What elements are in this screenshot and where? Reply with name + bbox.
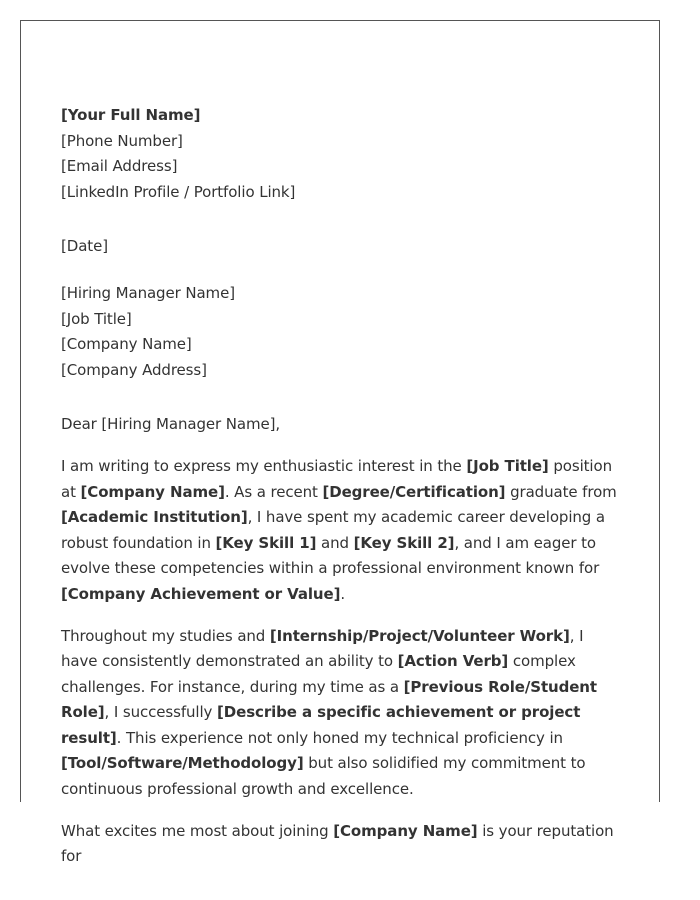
text-segment: . As a recent — [224, 482, 323, 501]
salutation: Dear [Hiring Manager Name], — [61, 415, 281, 434]
text-segment: graduate from — [505, 482, 617, 501]
placeholder-field: [Job Title] — [466, 456, 549, 475]
placeholder-field: [Key Skill 1] — [215, 533, 317, 552]
placeholder-field: [Key Skill 2] — [353, 533, 455, 552]
cover-letter-body — [61, 103, 621, 870]
text-segment: , I successfully — [104, 703, 218, 722]
sender-phone: [Phone Number] — [61, 131, 183, 150]
placeholder-field: [Previous Role/Student Role] — [61, 677, 597, 722]
recipient-manager: [Hiring Manager Name] — [61, 283, 235, 302]
text-segment: position at — [61, 456, 612, 501]
paragraph-2 — [61, 624, 621, 803]
placeholder-field: [Academic Institution] — [61, 508, 248, 527]
placeholder-field: [Company Name] — [80, 482, 225, 501]
text-segment: but also solidified my commitment to continuous professional growth and excellence. — [61, 754, 586, 799]
sender-name: [Your Full Name] — [61, 106, 201, 124]
sender-link: [LinkedIn Profile / Portfolio Link] — [61, 182, 296, 201]
text-segment: , and I am eager to evolve these competencies within a professional environment known for — [61, 533, 600, 578]
text-segment: , I have consistently demonstrated an ability to — [61, 626, 584, 671]
letter-date: [Date] — [61, 237, 108, 256]
recipient-company: [Company Name] — [61, 335, 192, 354]
document-page — [20, 20, 660, 866]
recipient-address: [Company Address] — [61, 360, 207, 379]
placeholder-field: [Tool/Software/Methodology] — [61, 754, 304, 773]
placeholder-field: [Degree/Certification] — [322, 482, 506, 501]
recipient-job-title: [Job Title] — [61, 309, 132, 328]
text-segment: is your reputation for — [61, 821, 614, 866]
text-segment: , I have spent my academic career developing a robust foundation in — [61, 508, 605, 552]
paragraph-3 — [61, 819, 621, 870]
placeholder-field: [Describe a specific achievement or project result] — [61, 703, 581, 747]
text-segment: What excites me most about joining — [61, 821, 334, 840]
text-segment: I am writing to express my enthusiastic interest in the — [61, 456, 467, 475]
text-segment: . — [340, 584, 346, 603]
placeholder-field: [Company Achievement or Value] — [61, 584, 341, 603]
paragraph-1 — [61, 454, 621, 608]
text-segment: complex challenges. For instance, during my time as a — [61, 652, 576, 696]
sender-email: [Email Address] — [61, 157, 178, 176]
text-segment: and — [316, 533, 354, 552]
placeholder-field: [Company Name] — [333, 821, 478, 840]
text-segment: . This experience not only honed my technical proficiency in — [116, 728, 563, 747]
text-segment: Throughout my studies and — [61, 626, 270, 645]
placeholder-field: [Action Verb] — [397, 652, 509, 671]
placeholder-field: [Internship/Project/Volunteer Work] — [269, 626, 570, 645]
